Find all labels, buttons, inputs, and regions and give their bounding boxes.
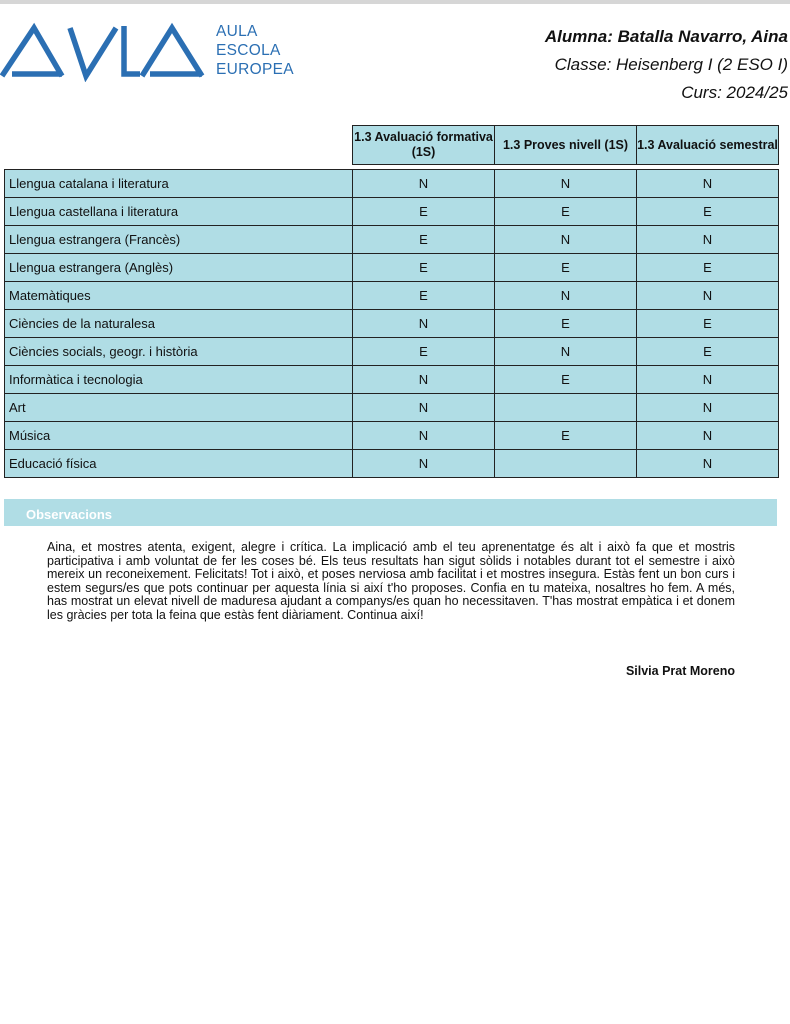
grade-cell: N bbox=[637, 450, 779, 478]
subject-name: Art bbox=[5, 394, 353, 422]
table-row bbox=[5, 310, 779, 338]
grade-cell: N bbox=[353, 310, 495, 338]
grade-cell bbox=[495, 394, 637, 422]
grade-cell: N bbox=[637, 422, 779, 450]
student-info bbox=[545, 26, 788, 110]
grade-cell: E bbox=[353, 226, 495, 254]
student-course: Curs: 2024/25 bbox=[681, 83, 788, 102]
subject-name: Llengua estrangera (Anglès) bbox=[5, 254, 353, 282]
subject-name: Matemàtiques bbox=[5, 282, 353, 310]
table-row bbox=[5, 394, 779, 422]
grade-cell: N bbox=[353, 366, 495, 394]
grade-cell: N bbox=[637, 366, 779, 394]
table-row bbox=[5, 282, 779, 310]
observations-header bbox=[4, 499, 777, 526]
grade-cell: N bbox=[353, 394, 495, 422]
logo-line-aula: AULA bbox=[216, 23, 258, 40]
grade-cell: E bbox=[353, 282, 495, 310]
table-row bbox=[5, 366, 779, 394]
logo-line-escola: ESCOLA bbox=[216, 42, 281, 59]
subject-name: Educació física bbox=[5, 450, 353, 478]
grade-cell: N bbox=[637, 170, 779, 198]
table-row bbox=[5, 422, 779, 450]
grade-cell: E bbox=[637, 254, 779, 282]
table-header-row bbox=[5, 126, 779, 165]
grade-cell: N bbox=[495, 282, 637, 310]
grade-cell: N bbox=[495, 338, 637, 366]
header-blank-cell bbox=[5, 126, 353, 165]
grade-cell: E bbox=[495, 254, 637, 282]
grade-cell: E bbox=[637, 310, 779, 338]
grade-cell: N bbox=[353, 170, 495, 198]
school-logo bbox=[0, 22, 300, 82]
table-row bbox=[5, 198, 779, 226]
logo-wordmark bbox=[216, 22, 294, 79]
subject-name: Llengua catalana i literatura bbox=[5, 170, 353, 198]
grade-cell: N bbox=[353, 422, 495, 450]
teacher-signature-name: Silvia Prat Moreno bbox=[625, 664, 735, 678]
grade-cell: N bbox=[495, 226, 637, 254]
subject-name: Ciències de la naturalesa bbox=[5, 310, 353, 338]
table-row bbox=[5, 254, 779, 282]
header-semester: 1.3 Avaluació semestral bbox=[637, 126, 779, 165]
aula-logo-mark-icon bbox=[0, 22, 210, 82]
table-row bbox=[5, 450, 779, 478]
grade-cell: E bbox=[495, 310, 637, 338]
observations-text: Aina, et mostres atenta, exigent, alegre i crítica. La implicació amb el teu aprenentatge és alt i això fa que et mostris participativa i amb voluntat de fer les coses bé. Els teus resultats han sigut sòlids i notables durant tot el semestre i això mereix un reconeixement. Felicitats! Tot i això, et poses nerviosa amb facilitat i et mostres insegura. Estàs fent un bon curs i estem segurs/es que pots continuar per aquesta línia si així t'ho proposes. Confia en tu mateixa, nosaltres ho fem. A més, has mostrat un elevat nivell de maduresa ajudant a companys/es quan ho necessitaven. T'has mostrat empàtica i et donem les gràcies per tota la feina que estàs fent diàriament. Continua així! bbox=[47, 540, 735, 622]
grade-cell: N bbox=[637, 282, 779, 310]
logo-line-europea: EUROPEA bbox=[216, 61, 294, 78]
grades-body bbox=[5, 170, 779, 478]
observations-title: Observacions bbox=[26, 507, 112, 522]
top-divider bbox=[0, 0, 790, 4]
grade-cell: N bbox=[637, 394, 779, 422]
grade-cell: E bbox=[353, 198, 495, 226]
grade-cell: E bbox=[495, 198, 637, 226]
grade-cell: N bbox=[353, 450, 495, 478]
subject-name: Música bbox=[5, 422, 353, 450]
subject-name: Informàtica i tecnologia bbox=[5, 366, 353, 394]
subject-name: Llengua castellana i literatura bbox=[5, 198, 353, 226]
table-row bbox=[5, 226, 779, 254]
grade-cell: E bbox=[495, 366, 637, 394]
grade-cell: E bbox=[637, 198, 779, 226]
grade-cell: N bbox=[495, 170, 637, 198]
header-level-tests: 1.3 Proves nivell (1S) bbox=[495, 126, 637, 165]
grade-cell: E bbox=[353, 338, 495, 366]
table-row bbox=[5, 338, 779, 366]
student-class: Classe: Heisenberg I (2 ESO I) bbox=[554, 55, 788, 74]
header-formative: 1.3 Avaluació formativa (1S) bbox=[353, 126, 495, 165]
grade-cell bbox=[495, 450, 637, 478]
student-name: Alumna: Batalla Navarro, Aina bbox=[544, 27, 788, 46]
grade-cell: N bbox=[637, 226, 779, 254]
table-row bbox=[5, 170, 779, 198]
grade-cell: E bbox=[495, 422, 637, 450]
subject-name: Ciències socials, geogr. i història bbox=[5, 338, 353, 366]
grades-table bbox=[4, 125, 779, 478]
grade-cell: E bbox=[637, 338, 779, 366]
subject-name: Llengua estrangera (Francès) bbox=[5, 226, 353, 254]
grade-cell: E bbox=[353, 254, 495, 282]
